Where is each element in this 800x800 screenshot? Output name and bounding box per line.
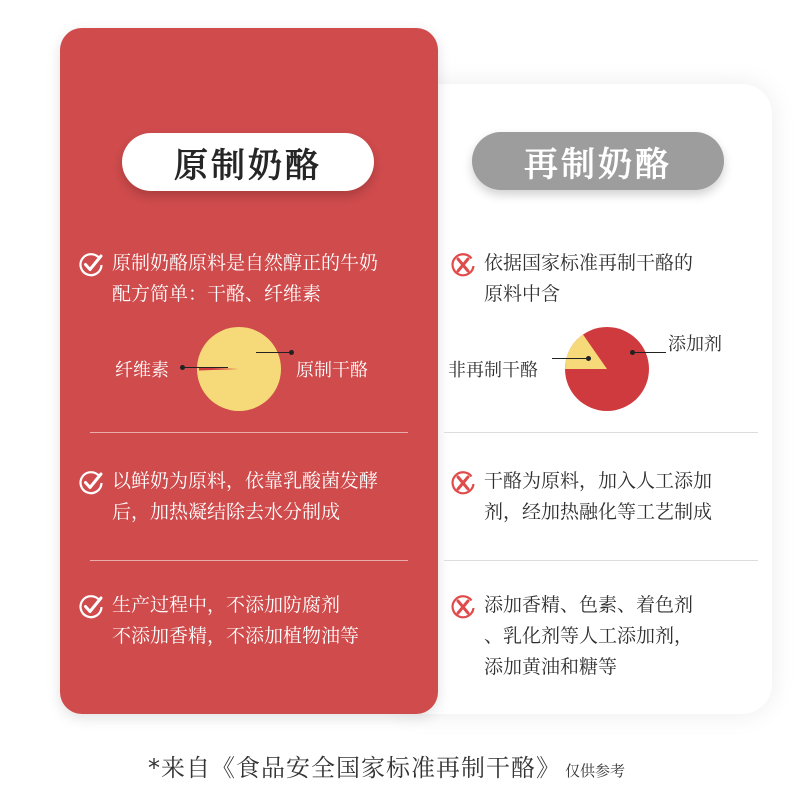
natural-cheese-pie — [196, 326, 282, 412]
processed-cheese-title: 再制奶酪 — [472, 132, 724, 190]
check-circle-icon — [78, 594, 104, 620]
item-line: 不添加香精，不添加植物油等 — [112, 625, 360, 647]
divider — [444, 560, 758, 561]
leader-line — [552, 358, 588, 359]
x-circle-icon — [450, 252, 476, 278]
divider — [90, 560, 408, 561]
natural-item-1 — [112, 248, 378, 310]
item-line: 原制奶酪原料是自然醇正的牛奶 — [112, 252, 379, 274]
pie-label-non-processed: 非再制干酪 — [448, 360, 538, 381]
item-line: 干酪为原料，加入人工添加 — [484, 470, 713, 492]
pie-label-additive: 添加剂 — [668, 334, 722, 355]
item-line: 原料中含 — [484, 283, 561, 305]
processed-item-2 — [484, 466, 712, 528]
natural-item-3 — [112, 590, 359, 652]
divider — [444, 432, 758, 433]
leader-dot — [180, 365, 185, 370]
item-line: 配方简单：干酪、纤维素 — [112, 283, 322, 305]
check-circle-icon — [78, 252, 104, 278]
natural-item-2 — [112, 466, 378, 528]
processed-item-3 — [484, 590, 693, 683]
x-circle-icon — [450, 594, 476, 620]
source-footnote — [148, 748, 625, 783]
leader-line — [632, 352, 666, 353]
divider — [90, 432, 408, 433]
item-line: 以鲜奶为原料，依靠乳酸菌发酵 — [112, 470, 379, 492]
processed-item-1 — [484, 248, 693, 310]
item-line: 依据国家标准再制干酪的 — [484, 252, 694, 274]
item-line: 生产过程中，不添加防腐剂 — [112, 594, 341, 616]
pie-label-fiber: 纤维素 — [115, 360, 169, 381]
footnote-main: *来自《食品安全国家标准再制干酪》 — [148, 754, 561, 782]
leader-dot — [289, 350, 294, 355]
footnote-suffix: 仅供参考 — [565, 762, 626, 780]
item-line: 添加香精、色素、着色剂 — [484, 594, 694, 616]
pie-label-cheese: 原制干酪 — [296, 360, 368, 381]
natural-cheese-title: 原制奶酪 — [122, 133, 374, 191]
processed-cheese-pie — [564, 326, 650, 412]
item-line: 、乳化剂等人工添加剂， — [484, 625, 694, 647]
leader-dot — [586, 356, 591, 361]
x-circle-icon — [450, 470, 476, 496]
item-line: 添加黄油和糖等 — [484, 656, 618, 678]
leader-line — [182, 367, 228, 368]
leader-dot — [630, 350, 635, 355]
item-line: 后，加热凝结除去水分制成 — [112, 501, 341, 523]
leader-line — [256, 352, 292, 353]
item-line: 剂，经加热融化等工艺制成 — [484, 501, 713, 523]
check-circle-icon — [78, 470, 104, 496]
